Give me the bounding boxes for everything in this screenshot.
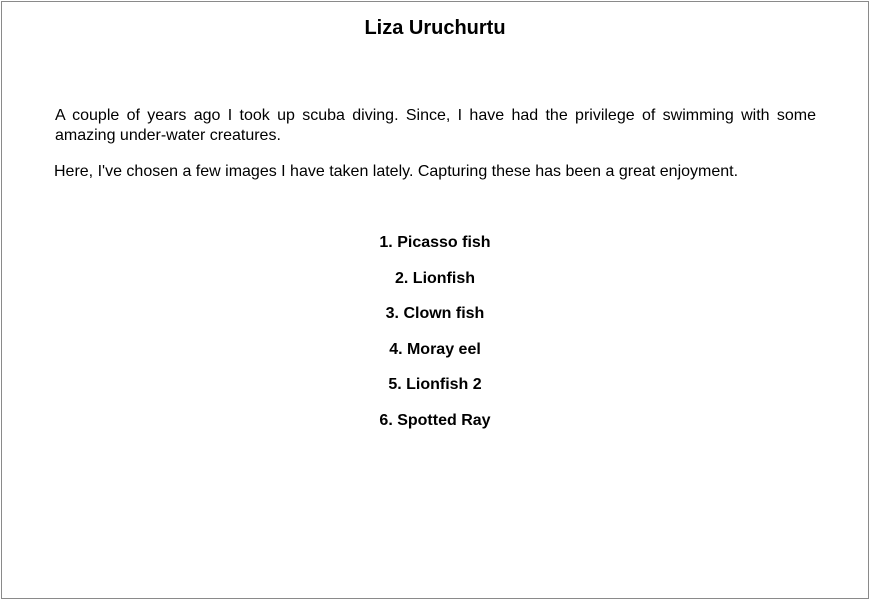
image-link-clown-fish[interactable]: 3. Clown fish [385, 305, 485, 322]
page-title: Liza Uruchurtu [364, 17, 506, 39]
page-container [1, 1, 869, 599]
image-list [2, 233, 868, 446]
list-item [2, 233, 868, 269]
image-link-lionfish[interactable]: 2. Lionfish [395, 269, 475, 287]
list-item [2, 340, 868, 376]
image-link-picasso-fish[interactable]: 1. Picasso fish [379, 234, 491, 251]
image-link-moray-eel[interactable]: 4. Moray eel [389, 340, 481, 358]
intro-paragraph: A couple of years ago I took up scuba diving. Since, I have had the privilege of swimming with some amazing under-water creatures. [55, 107, 816, 144]
list-item [2, 304, 868, 340]
list-item [2, 411, 868, 447]
second-paragraph: Here, I've chosen a few images I have taken lately. Capturing these has been a great enjoyment. [54, 163, 739, 180]
list-item [2, 269, 868, 305]
image-link-spotted-ray[interactable]: 6. Spotted Ray [379, 411, 491, 429]
list-item [2, 375, 868, 411]
image-link-lionfish-2[interactable]: 5. Lionfish 2 [388, 376, 482, 393]
